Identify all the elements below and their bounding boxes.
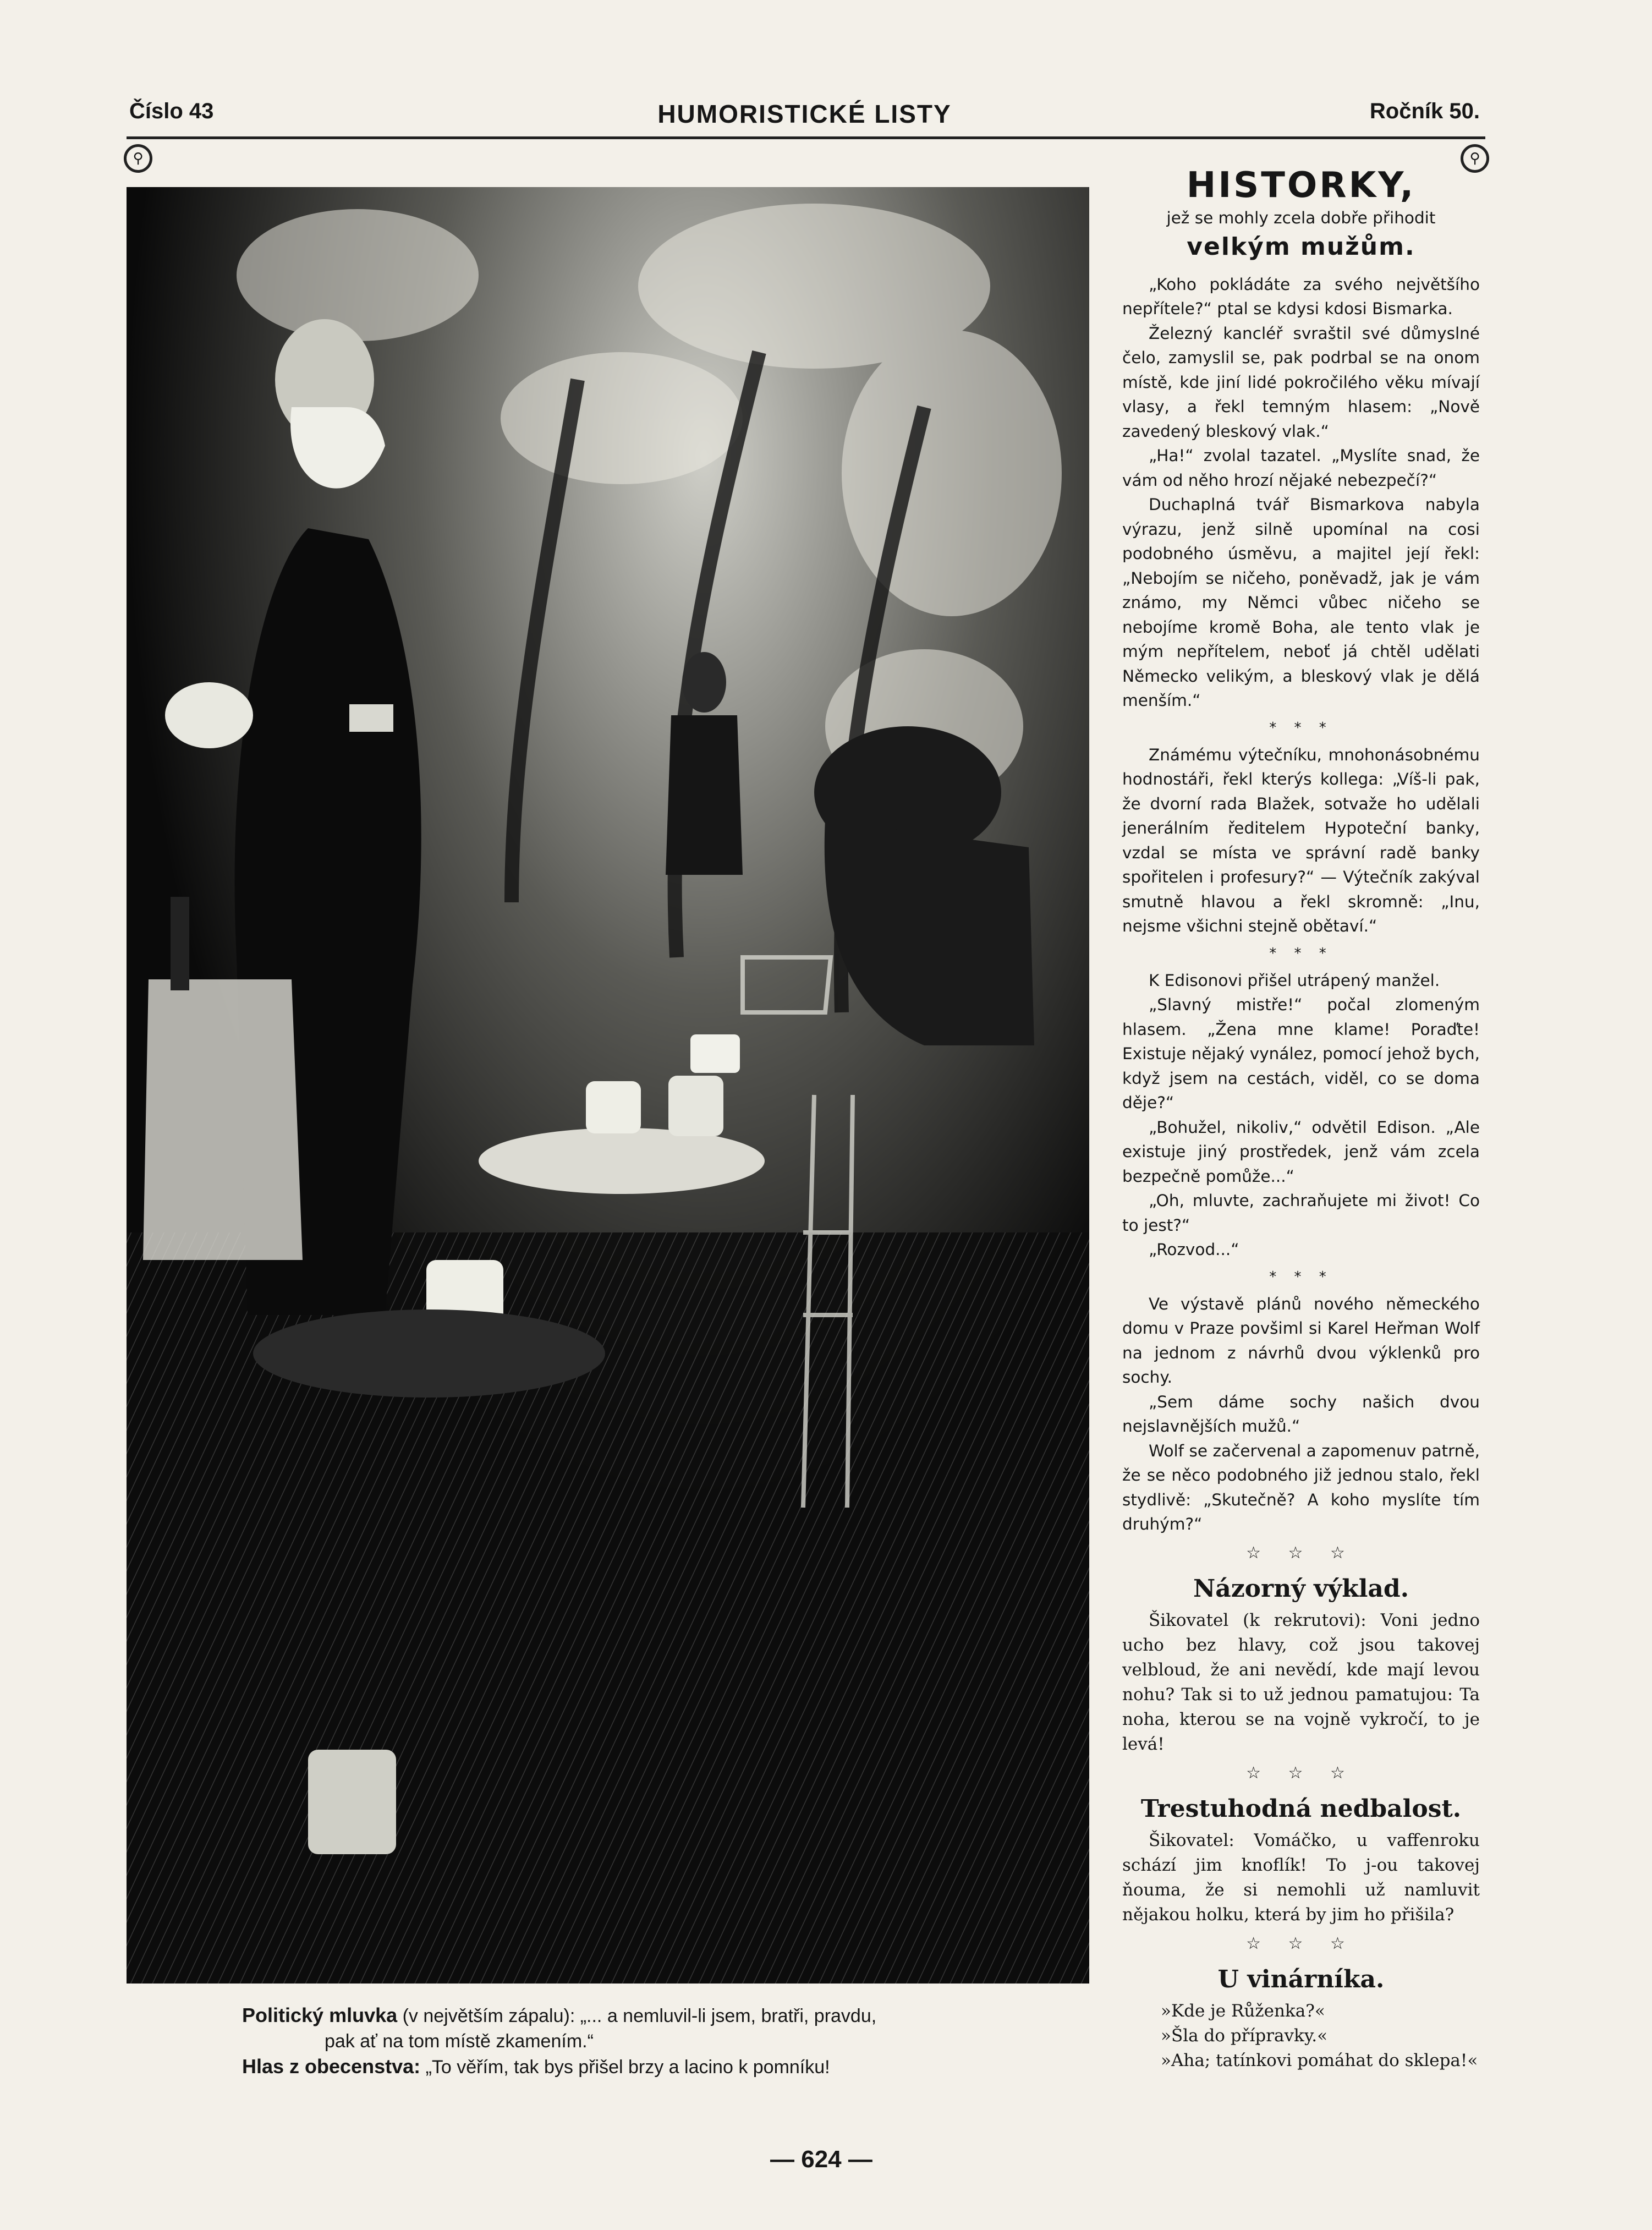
story-1-paragraph: Duchaplná tvář Bismarkova nabyla výrazu, jenž silně upomínal na cosi podobného úsměvu, a majitel její řekl: „Nebojím se ničeho, poněvadž, jak je vám známo, my Němci vůbec ničeho se nebojíme kromě Boha, ale tento vlak je mým nepřítelem, neboť já chtěl udělati Německo velikým, a bleskový vlak je dělá menším.“ [1122, 495, 1480, 710]
caption-speech: (v největším zápalu): „... a nemluvil-li jsem, bratři, pravdu, [402, 2006, 877, 2026]
story-3-paragraph: „Bohužel, nikoliv,“ odvětil Edison. „Ale existuje jiný prostředek, jenž vám zcela bezpečně pomůže...“ [1122, 1117, 1480, 1186]
heading-u-vinarnika: U vinárníka. [1217, 1965, 1385, 1993]
story-3-paragraph: „Slavný mistře!“ počal zlomeným hlasem. „Žena mne klame! Poraďte! Existuje nějaký vynález, pomocí jehož bych, když jsem na cestách, viděl, co se doma děje?“ [1122, 995, 1480, 1112]
text-column [1122, 165, 1480, 2073]
joke-trestuhodna-nedbalost: Šikovatel: Vomáčko, u vaffenroku schází jim knoflík! To j-ou takovej ňouma, že si nemohli už namluvit nějakou holku, která by jim ho přišila? [1122, 1830, 1480, 1925]
story-3-paragraph: „Rozvod...“ [1149, 1240, 1239, 1259]
caption-heckler-speech: „To věřím, tak bys přišel brzy a lacino k pomníku! [425, 2057, 830, 2078]
story-4-paragraph: Ve výstavě plánů nového německého domu v Praze povšiml si Karel Heřman Wolf na jednom z návrhů dvou výklenků pro sochy. [1122, 1294, 1480, 1387]
dialogue-line: »Šla do přípravky.« [1161, 2025, 1328, 2046]
caption-line-1 [242, 2003, 1067, 2029]
issue-number: Číslo 43 [129, 99, 214, 123]
story-3-paragraph: „Oh, mluvte, zachraňujete mi život! Co to jest?“ [1122, 1191, 1480, 1235]
caption-heckler: Hlas z obecenstva: [242, 2055, 421, 2078]
volume-number: Ročník 50. [1369, 99, 1480, 123]
caption-speaker: Politický mluvka [242, 2004, 398, 2026]
header-rule [127, 136, 1485, 139]
section-subtitle: jež se mohly zcela dobře přihodit [1166, 209, 1436, 227]
story-1-paragraph: „Koho pokládáte za svého největšího nepřítele?“ ptal se kdysi kdosi Bismarka. [1122, 275, 1480, 318]
page-number: — 624 — [770, 2146, 872, 2173]
section-subtitle-2: velkým mužům. [1187, 232, 1415, 261]
asterism-divider: * * * [1269, 719, 1333, 736]
story-1-paragraph: Železný kancléř svraštil své důmyslné čelo, zamyslil se, pak podrbal se na onom místě, kde jiní lidé pokročilého věku mívají vlasy, a řekl temným hlasem: „Nově zavedený bleskový vlak.“ [1122, 324, 1480, 441]
story-4-paragraph: Wolf se začervenal a zapomenuv patrně, že se něco podobného již jednou stalo, řekl stydlivě: „Skutečně? A koho myslíte tím druhým?“ [1122, 1441, 1480, 1533]
heading-nazorny-vyklad: Názorný výklad. [1193, 1574, 1409, 1603]
story-2-paragraph: Známému výtečníku, mnohonásobnému hodnostáři, řekl kterýs kollega: „Víš-li pak, že dvorní rada Blažek, sotvaže ho udělali jenerálním ředitelem Hypoteční banky, vzdal se místa ve správní radě banky spořitelen i profesury?“ — Výtečník zakýval smutně hlavou a řekl skromně: „Inu, nejsme všichni stejně obětaví.“ [1122, 745, 1480, 935]
right-ornament-icon: ⚲ [1461, 144, 1489, 173]
story-3-paragraph: K Edisonovi přišel utrápený manžel. [1149, 971, 1440, 990]
asterism-divider: * * * [1269, 945, 1333, 962]
story-4-paragraph: „Sem dáme sochy našich dvou nejslavnějších mužů.“ [1122, 1392, 1480, 1435]
left-ornament-icon: ⚲ [124, 144, 152, 173]
illustration-beer-garden-orator [127, 187, 1089, 1984]
story-1-paragraph: „Ha!“ zvolal tazatel. „Myslíte snad, že vám od něho hrozí nějaké nebezpečí?“ [1122, 446, 1480, 490]
section-title: HISTORKY, [1186, 165, 1416, 206]
caption-line-2: pak ať na tom místě zkamením.“ [325, 2031, 594, 2052]
asterism-divider: * * * [1269, 1268, 1333, 1285]
dialogue-line: »Kde je Růženka?« [1161, 2001, 1325, 2021]
illustration-drawing [127, 187, 1089, 1984]
heading-trestuhodna-nedbalost: Trestuhodná nedbalost. [1140, 1794, 1462, 1823]
dialogue-line: »Aha; tatínkovi pomáhat do sklepa!« [1161, 2050, 1478, 2070]
star-divider: ☆ ☆ ☆ [1246, 1763, 1356, 1783]
joke-nazorny-vyklad: Šikovatel (k rekrutovi): Voni jedno ucho bez hlavy, což jsou takovej velbloud, že ani nevědí, kde mají levou nohu? Tak si to už jednou pamatujou: Ta noha, kterou se na vojně vykročí, to je levá! [1122, 1610, 1480, 1754]
star-divider: ☆ ☆ ☆ [1246, 1543, 1356, 1563]
running-header [129, 99, 1480, 132]
star-divider: ☆ ☆ ☆ [1246, 1933, 1356, 1953]
magazine-title: HUMORISTICKÉ LISTY [657, 100, 952, 128]
caption-line-3 [242, 2054, 1067, 2080]
illustration-caption [242, 2003, 1067, 2080]
